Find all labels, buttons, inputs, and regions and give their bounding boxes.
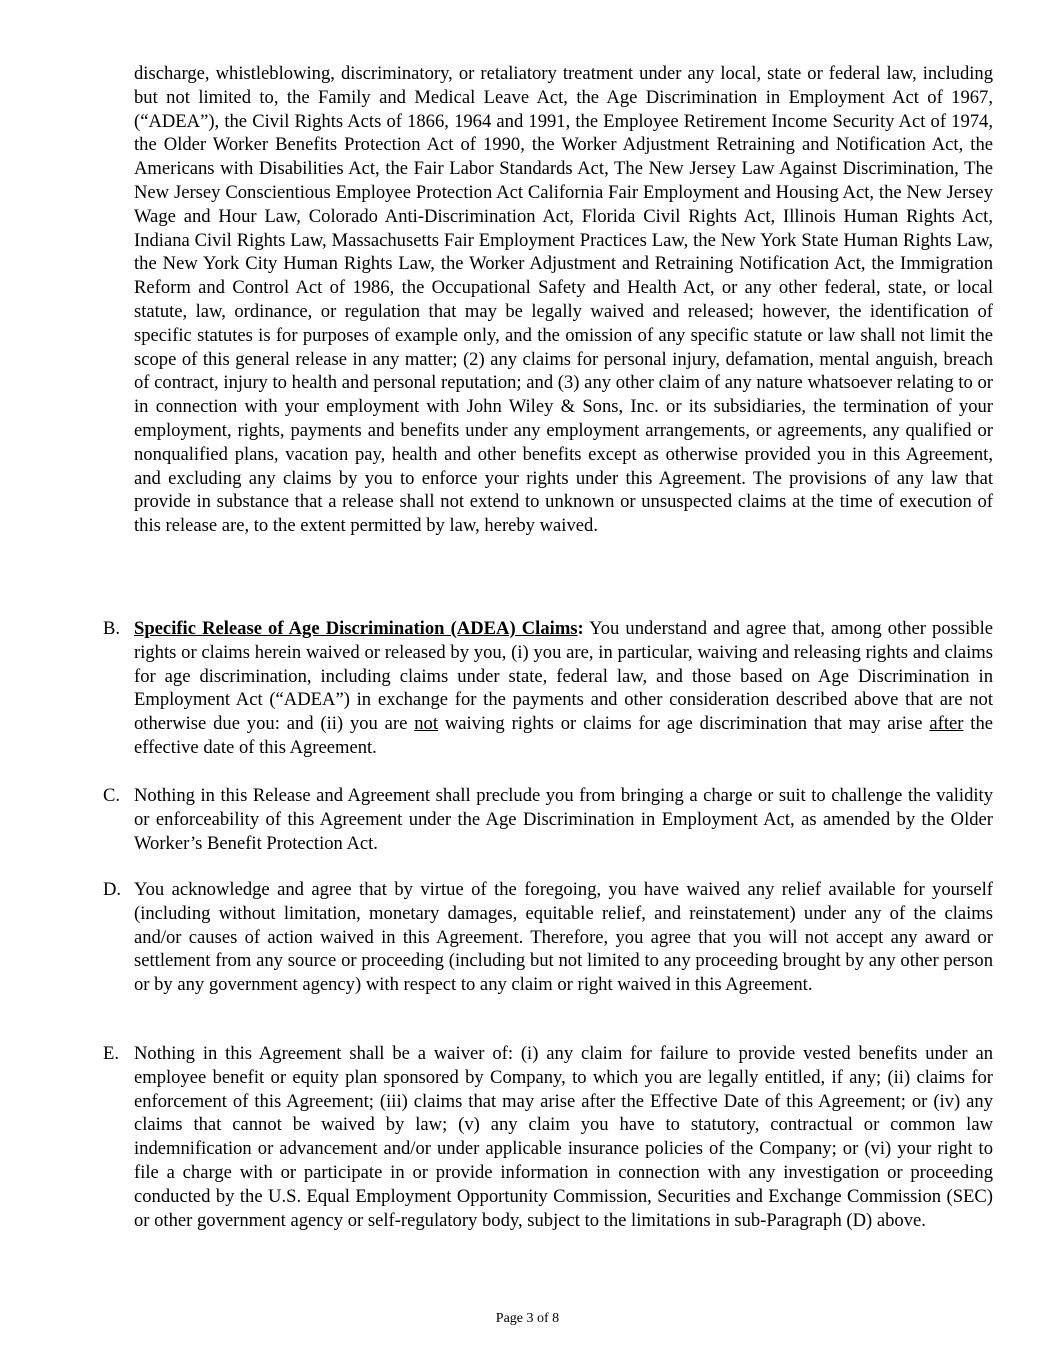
item-e-letter: E.	[103, 1043, 120, 1064]
item-e-paragraph: Nothing in this Agreement shall be a waiver of: (i) any claim for failure to provide vested benefits under an employee benefit or equity plan sponsored by Company, to which you are legally entitled, if any; (ii) claims for enforcement of this Agreement; (iii) claims that may arise after the Effective Date of this Agreement; or (iv) any claims that cannot be waived by law; (v) any claim you have to statutory, contractual or common law indemnification or advancement and/or under applicable insurance policies of the Company; or (vi) your right to file a charge with or participate in or provide information in connection with any investigation or proceeding conducted by the U.S. Equal Employment Opportunity Commission, Securities and Exchange Commission (SEC) or other government agency or self-regulatory body, subject to the limitations in sub-Paragraph (D) above.	[134, 1043, 993, 1231]
item-b-letter: B.	[103, 618, 121, 639]
item-b-text-3: the effective date of this Agreement.	[134, 713, 993, 758]
item-b-heading-colon: :	[577, 618, 584, 639]
item-b-paragraph	[134, 617, 993, 760]
item-d-letter: D.	[103, 879, 122, 900]
page-number-footer: Page 3 of 8	[495, 1311, 560, 1326]
item-b-text-1: You understand and agree that, among other possible rights or claims herein waived or released by you, (i) you are, in particular, waiving and releasing rights and claims for age discrimination, including claims under state, federal law, and those based on Age Discrimination in Employment Act (“ADEA”) in exchange for the payments and other consideration described above that are not otherwise due you: and (ii) you are	[134, 618, 993, 735]
item-b-heading: Specific Release of Age Discrimination (ADEA) Claims	[134, 618, 578, 639]
item-c-paragraph: Nothing in this Release and Agreement shall preclude you from bringing a charge or suit to challenge the validity or enforceability of this Agreement under the Age Discrimination in Employment Act, as amended by the Older Worker’s Benefit Protection Act.	[134, 785, 993, 854]
item-c-letter: C.	[103, 785, 121, 806]
item-b-text-2: waiving rights or claims for age discrimination that may arise	[437, 713, 930, 735]
item-b-underline-not: not	[414, 713, 438, 735]
continuation-paragraph: discharge, whistleblowing, discriminatory, or retaliatory treatment under any local, state or federal law, including but not limited to, the Family and Medical Leave Act, the Age Discrimination in Employment Act of 1967, (“ADEA”), the Civil Rights Acts of 1866, 1964 and 1991, the Employee Retirement Income Security Act of 1974, the Older Worker Benefits Protection Act of 1990, the Worker Adjustment Retraining and Notification Act, the Americans with Disabilities Act, the Fair Labor Standards Act, The New Jersey Law Against Discrimination, The New Jersey Conscientious Employee Protection Act California Fair Employment and Housing Act, the New Jersey Wage and Hour Law, Colorado Anti-Discrimination Act, Florida Civil Rights Act, Illinois Human Rights Act, Indiana Civil Rights Law, Massachusetts Fair Employment Practices Law, the New York State Human Rights Law, the New York City Human Rights Law, the Worker Adjustment and Retraining Notification Act, the Immigration Reform and Control Act of 1986, the Occupational Safety and Health Act, or any other federal, state, or local statute, law, ordinance, or regulation that may be legally waived and released; however, the identification of specific statutes is for purposes of example only, and the omission of any specific statute or law shall not limit the scope of this general release in any matter; (2) any claims for personal injury, defamation, mental anguish, breach of contract, injury to health and personal reputation; and (3) any other claim of any nature whatsoever relating to or in connection with your employment with John Wiley & Sons, Inc. or its subsidiaries, the termination of your employment, rights, payments and benefits under any employment arrangements, or agreements, any qualified or nonqualified plans, vacation pay, health and other benefits except as otherwise provided you in this Agreement, and excluding any claims by you to enforce your rights under this Agreement. The provisions of any law that provide in substance that a release shall not extend to unknown or unsuspected claims at the time of execution of this release are, to the extent permitted by law, hereby waived.	[134, 63, 993, 537]
item-d-paragraph: You acknowledge and agree that by virtue of the foregoing, you have waived any relief available for yourself (including without limitation, monetary damages, equitable relief, and reinstatement) under any of the claims and/or causes of action waived in this Agreement. Therefore, you agree that you will not accept any award or settlement from any source or proceeding (including but not limited to any proceeding brought by any other person or by any government agency) with respect to any claim or right waived in this Agreement.	[134, 879, 993, 996]
item-b-underline-after: after	[929, 713, 964, 735]
